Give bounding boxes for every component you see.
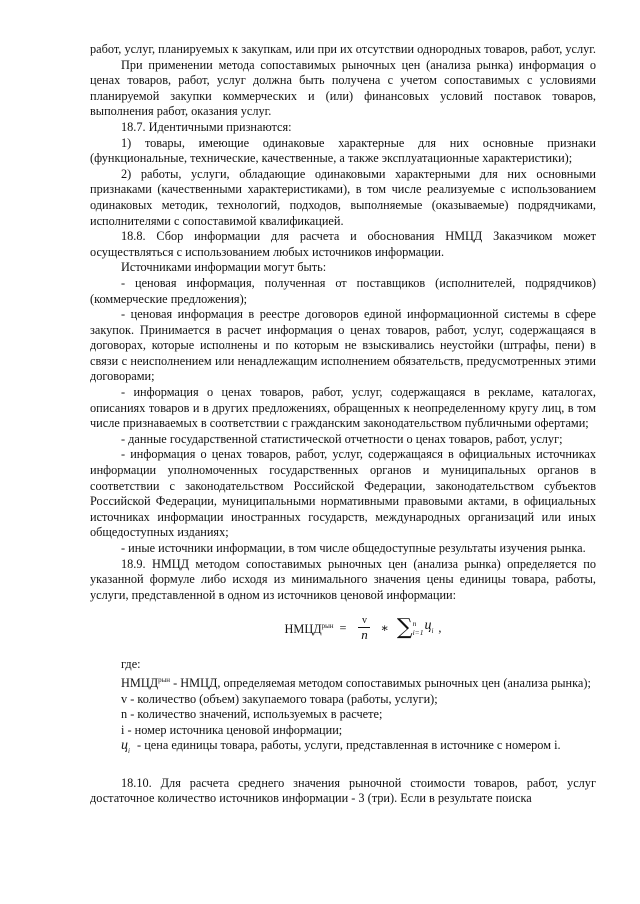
paragraph: 1) товары, имеющие одинаковые характерные для них основные признаки (функциональные, технические, качественные, а также эксплуатационные характеристики);: [90, 135, 596, 166]
definition-n: n - количество значений, используемых в расчете;: [121, 707, 383, 722]
paragraph: 18.8. Сбор информации для расчета и обоснования НМЦД Заказчиком может осуществляться с использованием любых источников информации.: [90, 229, 596, 259]
paragraph: 2) работы, услуги, обладающие одинаковыми характерными для них основными признаками (качественными характеристиками), в том числе реализуемые с использованием одинаковых методик, технологий, подходов, выполняемые (оказываемые) подрядчиками, исполнителями с сопоставимой квалификацией.: [90, 166, 596, 228]
formula-trail: ,: [438, 620, 442, 635]
price-formula: [90, 607, 596, 649]
formula-times: ∗: [380, 620, 389, 635]
formula-lhs: $НМЦД^{рын}$: [284, 622, 334, 637]
definition-v: v - количество (объем) закупаемого товара (работы, услуги);: [121, 691, 438, 706]
paragraph: - ценовая информация, полученная от поставщиков (исполнителей, подрядчиков) (коммерческие предложения);: [90, 275, 596, 306]
document-page: [90, 42, 596, 807]
paragraph: - иные источники информации, в том числе общедоступные результаты изучения рынка.: [121, 541, 586, 555]
formula-sum: [397, 617, 434, 639]
paragraph: 18.7. Идентичными признаются:: [121, 119, 292, 134]
paragraph: При применении метода сопоставимых рыночных цен (анализа рынка) информация о ценах товаров, работ, услуг должна быть получена с учетом сопоставимых с условиями планируемой закупки коммерческих и (или) финансовых условий поставок товаров, выполнения работ, оказания услуг.: [90, 57, 596, 119]
formula-denominator: n: [361, 626, 368, 642]
paragraph: - данные государственной статистической отчетности о ценах товаров, работ, услуг;: [121, 431, 563, 446]
paragraph: 18.9. НМЦД методом сопоставимых рыночных цен (анализа рынка) определяется по указанной формуле либо исходя из минимального значения цены единицы товара, работы, услуги, представленной в одном из источников ценовой информации:: [90, 556, 596, 602]
sigma-symbol: ∑: [396, 615, 413, 641]
formula-fraction: [358, 615, 370, 642]
paragraph: - информация о ценах товаров, работ, услуг, содержащаяся в рекламе, каталогах, описаниях товаров и в других предложениях, обращенных к неопределенному кругу лиц, в том числе признаваемых в соответствии с гражданским законодательством публичными офертами;: [90, 385, 596, 431]
formula-numerator: v: [361, 614, 367, 626]
paragraph: Источниками информации могут быть:: [121, 260, 327, 275]
definition-eta: $ц_i$ - цена единицы товара, работы, услуги, представленная в источнике с номером i.: [121, 738, 561, 756]
sum-upper: n: [412, 619, 417, 629]
paragraph: - ценовая информация в реестре договоров единой информационной системы в сфере закупок. Принимается в расчет информация о ценах товаров, работ, услуг, содержащаяся в договорах, которые исполнены и по которым не взыскивались неустойки (штрафы, пени) в связи с неисполнением или ненадлежащим исполнением обязательств, предусмотренных этими договорами;: [90, 307, 596, 384]
where-label: где:: [121, 657, 141, 672]
sum-variable: $ц_i$: [424, 617, 434, 635]
paragraph-18-10: 18.10. Для расчета среднего значения рыночной стоимости товаров, работ, услуг достаточное количество источников информации - 3 (три). Если в результате поиска: [90, 775, 596, 806]
sum-limits: [413, 619, 424, 637]
paragraph: - информация о ценах товаров, работ, услуг, содержащаяся в официальных источниках информации уполномоченных государственных органов и муниципальных органов в соответствии с законодательством Российской Федерации, законодательством субъектов Российской Федерации, муниципальными нормативными правовыми актами, в официальных источниках информации иностранных государств, международных организаций или иных общедоступных изданиях;: [90, 447, 596, 540]
sum-lower: i=1: [412, 628, 424, 638]
definition-i: i - номер источника ценовой информации;: [121, 722, 343, 737]
paragraph: работ, услуг, планируемых к закупкам, или при их отсутствии однородных товаров, работ, услуг.: [90, 42, 596, 56]
formula-equals: =: [339, 620, 347, 635]
definition-nmcd: $НМЦД^{рын}$ - НМЦД, определяемая методом сопоставимых рыночных цен (анализа рынка);: [121, 675, 591, 690]
